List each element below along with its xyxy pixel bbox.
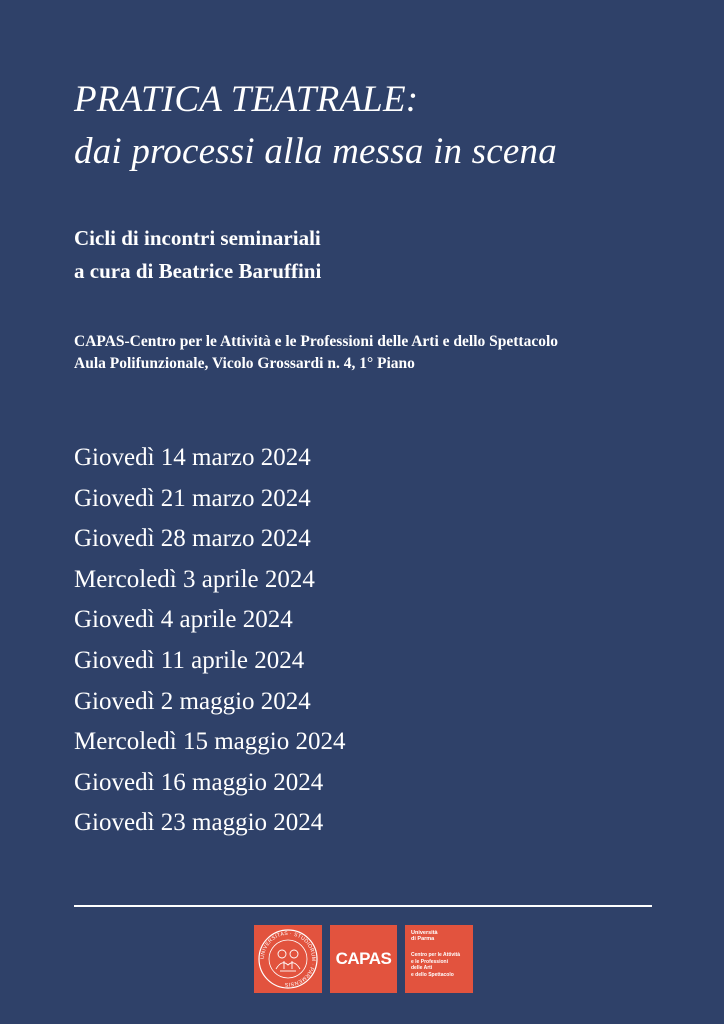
- venue-line-2: Aula Polifunzionale, Vicolo Grossardi n. 4, 1° Piano: [74, 355, 415, 372]
- date-item: Giovedì 14 marzo 2024: [74, 444, 311, 471]
- logo-strip: [254, 925, 473, 993]
- date-item: Giovedì 11 aprile 2024: [74, 646, 305, 674]
- date-item: Giovedì 28 marzo 2024: [74, 525, 311, 553]
- university-name-line-2: di Parma: [411, 936, 435, 942]
- svg-text:UNIVERSITAS · STUDIORUM · PARM: [260, 931, 316, 987]
- subtitle: [74, 222, 321, 288]
- title-line-2: dai processi alla messa in scena: [74, 131, 557, 172]
- page-title: [74, 74, 557, 178]
- date-item: Giovedì 23 maggio 2024: [74, 809, 324, 837]
- date-item: Mercoledì 3 aprile 2024: [74, 565, 315, 593]
- centre-description: [411, 952, 460, 978]
- date-item: Giovedì 16 maggio 2024: [74, 768, 324, 796]
- seal-text: UNIVERSITAS · STUDIORUM · PARMENSIS: [259, 930, 317, 988]
- subtitle-line-1: Cicli di incontri seminariali: [74, 226, 321, 250]
- university-name-line-1: Università: [411, 930, 438, 936]
- university-logo: [405, 925, 473, 993]
- centre-description-line-1: Centro per le Attività: [411, 952, 460, 958]
- dates-list: [74, 438, 345, 844]
- date-item: Giovedì 4 aprile 2024: [74, 606, 293, 634]
- venue-line-1: CAPAS-Centro per le Attività e le Professioni delle Arti e dello Spettacolo: [74, 333, 559, 350]
- subtitle-line-2: a cura di Beatrice Baruffini: [74, 259, 322, 283]
- venue-info: [74, 331, 558, 375]
- capas-logo: [330, 925, 397, 993]
- date-item: Giovedì 21 marzo 2024: [74, 484, 311, 512]
- divider: [74, 905, 652, 907]
- university-name: [411, 930, 438, 942]
- university-seal-logo: [254, 925, 322, 993]
- centre-description-line-4: e dello Spettacolo: [411, 971, 454, 978]
- date-item: Mercoledì 15 maggio 2024: [74, 728, 346, 756]
- capas-label: CAPAS: [335, 949, 392, 968]
- centre-description-line-2: e le Professioni: [411, 958, 448, 965]
- title-line-1: PRATICA TEATRALE:: [74, 79, 419, 120]
- centre-description-line-3: delle Arti: [411, 965, 433, 971]
- date-item: Giovedì 2 maggio 2024: [74, 687, 311, 715]
- seal-icon: [254, 925, 322, 993]
